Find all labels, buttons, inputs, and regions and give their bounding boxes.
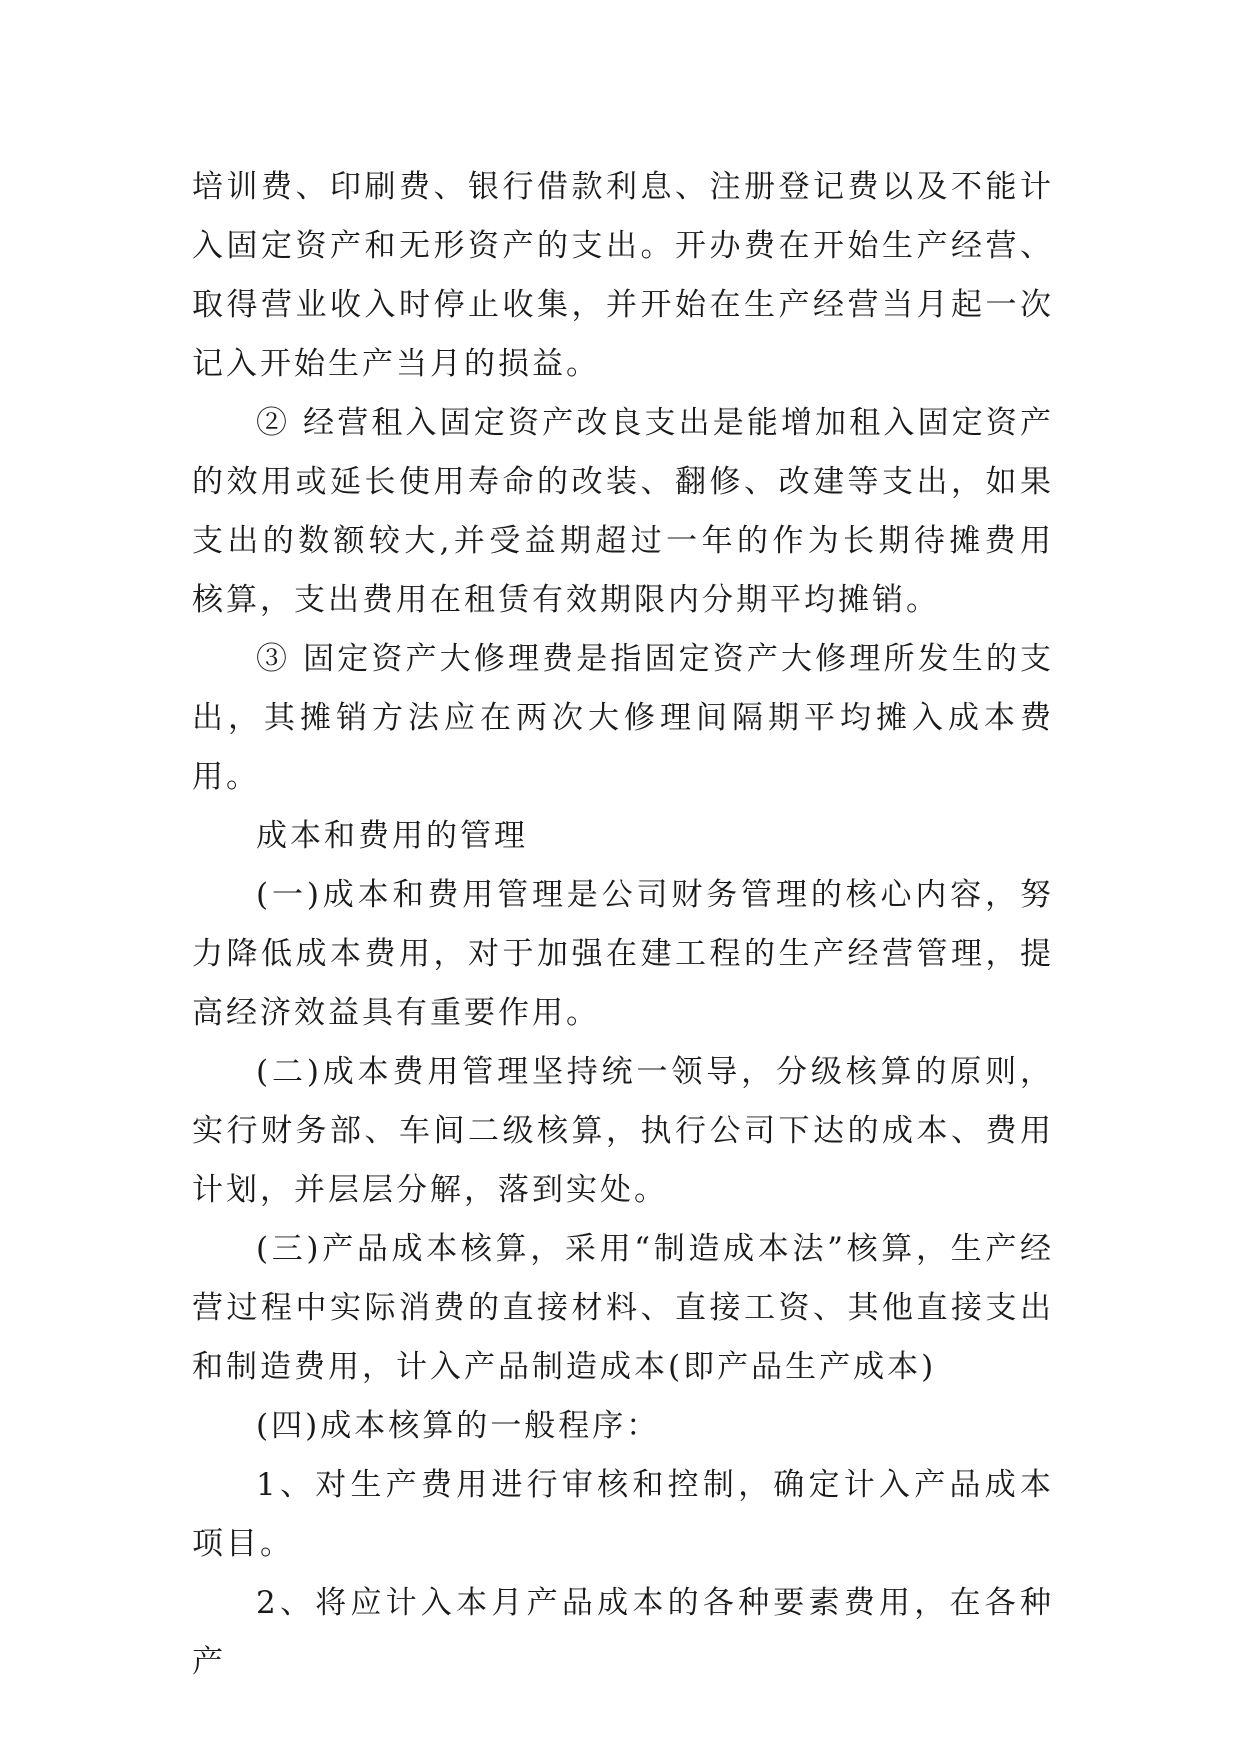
section-heading: 成本和费用的管理 bbox=[256, 818, 528, 854]
paragraph-7: (四)成本核算的一般程序： bbox=[256, 1408, 661, 1444]
paragraph-9: 2、将应计入本月产品成本的各种要素费用，在各种产 bbox=[192, 1585, 1054, 1680]
paragraph-5: (二)成本费用管理坚持统一领导，分级核算的原则，实行财务部、车间二级核算，执行公司下达的成本、费用计划，并层层分解，落到实处。 bbox=[192, 1054, 1054, 1208]
paragraph-8: 1、对生产费用进行审核和控制，确定计入产品成本项目。 bbox=[192, 1467, 1054, 1562]
paragraph-6: (三)产品成本核算，采用“制造成本法”核算，生产经营过程中实际消费的直接材料、直接工资、其他直接支出和制造费用，计入产品制造成本(即产品生产成本) bbox=[192, 1231, 1054, 1385]
paragraph-3: ③ 固定资产大修理费是指固定资产大修理所发生的支出，其摊销方法应在两次大修理间隔期平均摊入成本费用。 bbox=[192, 641, 1054, 795]
document-body bbox=[192, 158, 1054, 1692]
paragraph-4: (一)成本和费用管理是公司财务管理的核心内容，努力降低成本费用，对于加强在建工程的生产经营管理，提高经济效益具有重要作用。 bbox=[192, 877, 1054, 1031]
paragraph-1: 培训费、印刷费、银行借款利息、注册登记费以及不能计入固定资产和无形资产的支出。开办费在开始生产经营、取得营业收入时停止收集，并开始在生产经营当月起一次记入开始生产当月的损益。 bbox=[192, 169, 1054, 382]
paragraph-2: ② 经营租入固定资产改良支出是能增加租入固定资产的效用或延长使用寿命的改装、翻修、改建等支出，如果支出的数额较大,并受益期超过一年的作为长期待摊费用核算，支出费用在租赁有效期限内分期平均摊销。 bbox=[192, 405, 1054, 618]
